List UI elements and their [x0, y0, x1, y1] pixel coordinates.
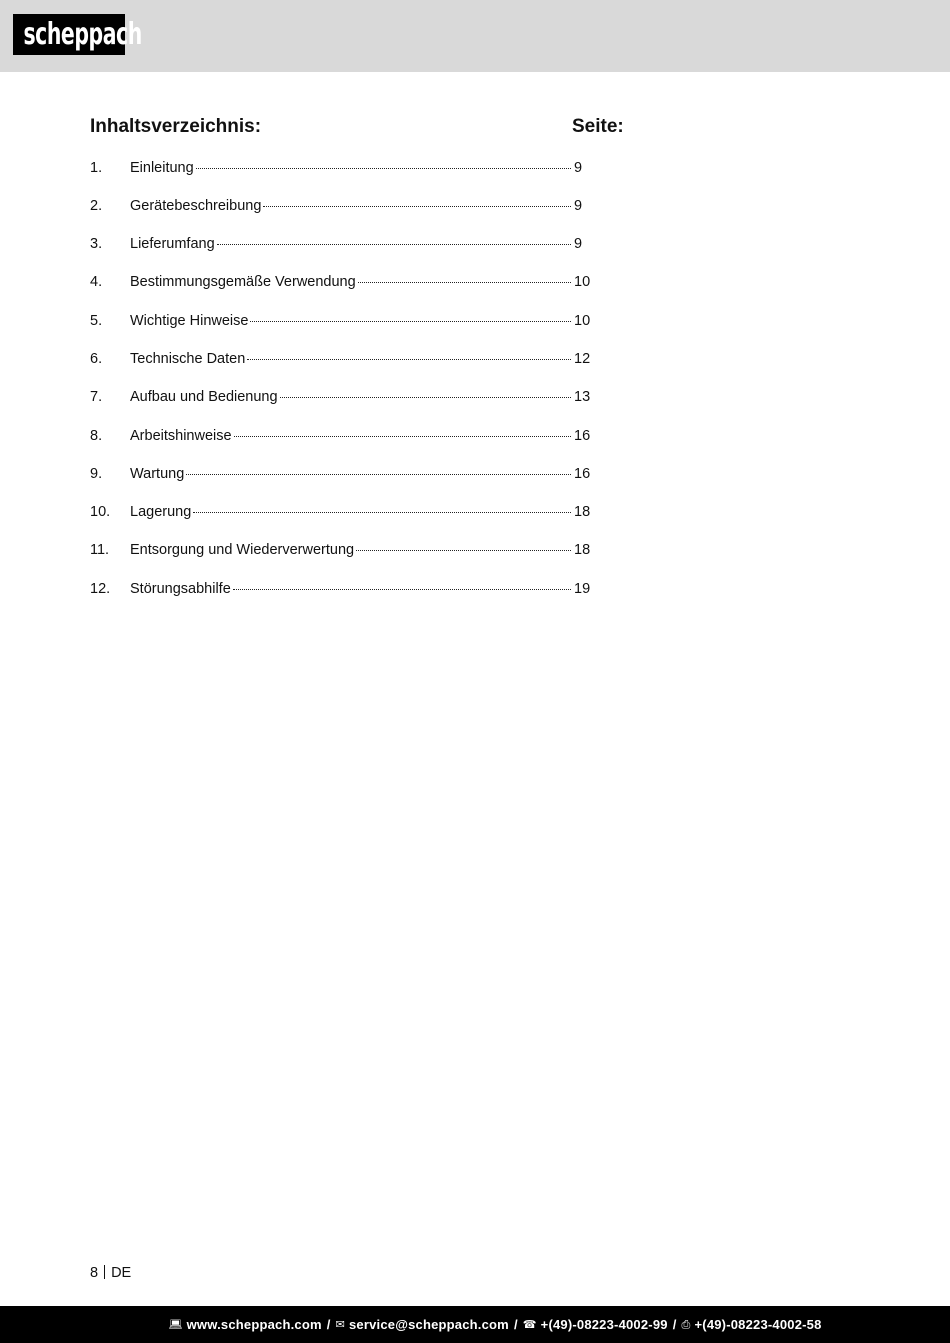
toc-entry-number: 5. [90, 312, 103, 329]
toc-entry [90, 157, 610, 195]
toc-entry [90, 272, 610, 310]
toc-entry-page: 18 [574, 504, 591, 521]
toc-entry [90, 387, 610, 425]
footer-divider [104, 1265, 105, 1279]
dot-leader [358, 272, 571, 287]
toc-entry-page: 9 [574, 197, 583, 214]
fax-icon: ⎙ [681, 1317, 691, 1331]
toc-entry-title: Bestimmungsgemäße Verwendung [130, 274, 356, 291]
toc-entry-title: Wichtige Hinweise [130, 312, 249, 329]
toc-entry-page: 9 [574, 159, 583, 176]
toc-entry-title: Wartung [130, 465, 185, 482]
toc-entry-title: Aufbau und Bedienung [130, 389, 278, 406]
page-number: 8 [90, 1265, 99, 1281]
contact-separator: / [326, 1317, 331, 1332]
toc-entry-number: 6. [90, 350, 103, 367]
phone-number: +(49)-08223-4002-99 [540, 1317, 668, 1332]
dot-leader [217, 234, 571, 249]
contact-separator: / [672, 1317, 677, 1332]
toc-entry [90, 195, 610, 233]
toc-entry-page: 13 [574, 389, 591, 406]
dot-leader [356, 540, 571, 555]
email-link[interactable]: service@scheppach.com [348, 1317, 509, 1332]
toc-entry-number: 11. [90, 542, 110, 559]
page-header [0, 0, 950, 72]
toc-page-heading: Seite: [572, 116, 624, 137]
toc-entry [90, 310, 610, 348]
dot-leader [186, 463, 571, 478]
toc-entry [90, 234, 610, 272]
mail-icon: ✉︎ [335, 1318, 345, 1331]
toc-entry-number: 7. [90, 389, 103, 406]
toc-entry-title: Einleitung [130, 159, 194, 176]
toc-entry-title: Gerätebeschreibung [130, 197, 262, 214]
toc-entry-title: Technische Daten [130, 350, 246, 367]
toc-entry [90, 463, 610, 501]
toc-entry-page: 9 [574, 236, 583, 253]
page-footer [90, 1265, 131, 1281]
website-link[interactable]: www.scheppach.com [186, 1317, 322, 1332]
toc-entry-page: 10 [574, 274, 591, 291]
toc-entry-number: 10. [90, 504, 111, 521]
toc-entry-number: 2. [90, 197, 103, 214]
dot-leader [233, 578, 571, 593]
toc-entry-number: 1. [90, 159, 103, 176]
contact-separator: / [513, 1317, 518, 1332]
dot-leader [263, 195, 571, 210]
dot-leader [196, 157, 571, 172]
toc-title: Inhaltsverzeichnis: [90, 116, 262, 137]
toc-entry-title: Lieferumfang [130, 236, 215, 253]
toc-entry-number: 9. [90, 465, 103, 482]
toc-entry-number: 3. [90, 236, 103, 253]
phone-icon: ☎ [522, 1318, 537, 1331]
toc-entry [90, 540, 610, 578]
scheppach-logo: scheppach [13, 14, 125, 55]
toc-entry-title: Lagerung [130, 504, 192, 521]
dot-leader [234, 425, 571, 440]
toc-entry [90, 348, 610, 386]
toc-entry-number: 4. [90, 274, 103, 291]
toc-entry-title: Entsorgung und Wiederverwertung [130, 542, 355, 559]
toc-entry-page: 10 [574, 312, 591, 329]
toc-entry [90, 578, 610, 616]
toc-entry-title: Arbeitshinweise [130, 427, 232, 444]
dot-leader [250, 310, 571, 325]
toc-entry-title: Störungsabhilfe [130, 580, 231, 597]
toc-entry-page: 12 [574, 350, 591, 367]
computer-icon: 💻︎ [168, 1318, 183, 1331]
toc-entry-number: 12. [90, 580, 111, 597]
toc-entry-page: 19 [574, 580, 591, 597]
fax-number: +(49)-08223-4002-58 [694, 1317, 822, 1332]
toc-entry-number: 8. [90, 427, 103, 444]
toc-list [90, 157, 610, 617]
dot-leader [193, 502, 571, 517]
dot-leader [247, 348, 571, 363]
toc-entry-page: 16 [574, 427, 591, 444]
toc-entry [90, 425, 610, 463]
toc-entry-page: 18 [574, 542, 591, 559]
toc-entry-page: 16 [574, 465, 591, 482]
language-code: DE [111, 1265, 132, 1281]
contact-bar [0, 1306, 950, 1343]
toc-entry [90, 502, 610, 540]
dot-leader [280, 387, 571, 402]
